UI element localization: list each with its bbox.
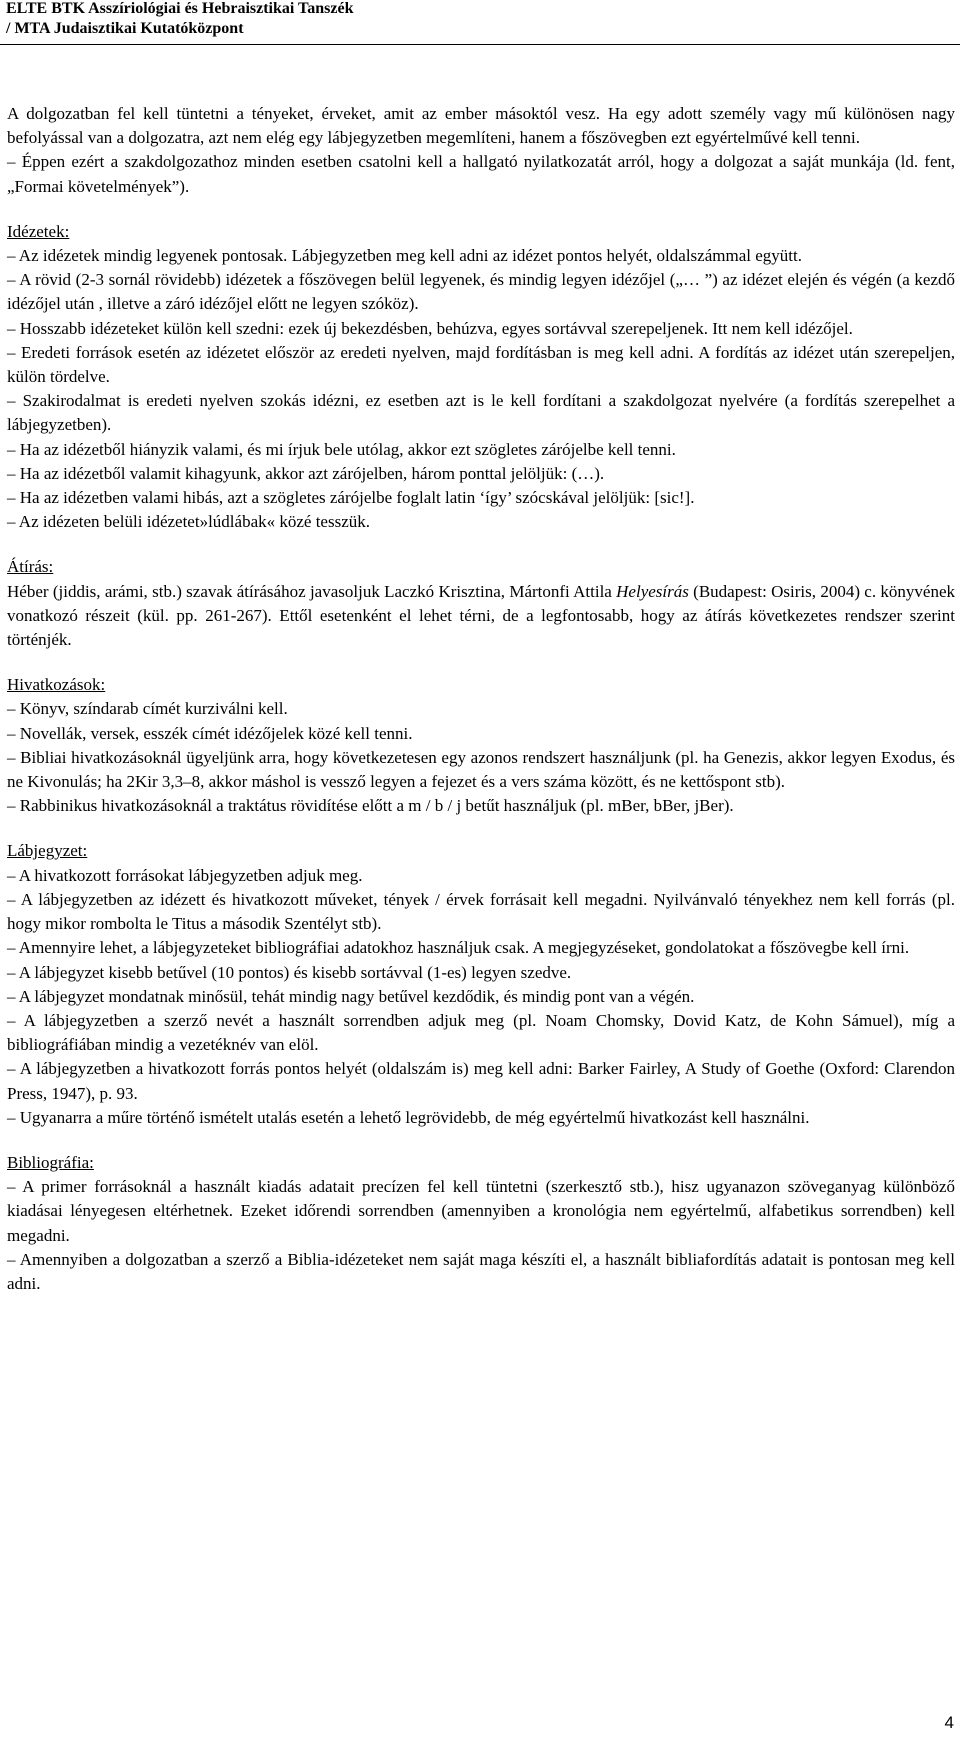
header-research-center-line: / MTA Judaisztikai Kutatóközpont	[6, 20, 244, 37]
footnotes-rule: – A lábjegyzet mondatnak minősül, tehát mindig nagy betűvel kezdődik, és mindig pont van a végén.	[7, 986, 695, 1006]
section-heading-transcription: Átírás:	[7, 557, 54, 577]
section-heading-quotes: Idézetek:	[7, 221, 70, 241]
section-heading-references: Hivatkozások:	[7, 675, 106, 695]
quotes-rule: – Szakirodalmat is eredeti nyelven szokás idézni, ez esetben azt is le kell fordítani a szakdolgozat nyelvére (a fordítás szerepelhet a lábjegyzetben).	[7, 391, 955, 435]
section-heading-bibliography: Bibliográfia:	[7, 1152, 94, 1172]
references-rule: – Bibliai hivatkozásoknál ügyeljünk arra, hogy következetesen egy azonos rendszert használjunk (pl. ha Genezis, akkor legyen Exodus, és ne Kivonulás; ha 2Kir 3,3–8, akkor máshol is vessző legyen a fejezet és a vers száma között, és ne kettőspont stb).	[7, 747, 955, 792]
quotes-rule: – Eredeti források esetén az idézetet először az eredeti nyelven, majd fordításban is meg kell adni. A fordítás az idézet után szerepeljen, külön tördelve.	[7, 342, 955, 387]
footnotes-rule: – A lábjegyzetben az idézett és hivatkozott műveket, tények / érvek forrásait kell megadni. Nyilvánvaló tényekhez nem kell forrás (pl. hogy mikor rombolta le Titus a második Szentélyt stb).	[7, 889, 955, 934]
footnotes-rule: – Ugyanarra a műre történő ismételt utalás esetén a lehető legrövidebb, de még egyértelmű hivatkozást kell használni.	[7, 1107, 810, 1127]
transcription-paragraph	[7, 580, 955, 653]
quotes-rule: – Az idézeten belüli idézetet»lúdlábak« közé tesszük.	[7, 512, 371, 532]
footnotes-rule: – A hivatkozott forrásokat lábjegyzetben adjuk meg.	[7, 865, 363, 885]
transcription-book-title: Helyesírás	[616, 581, 689, 601]
footnotes-rule: – A lábjegyzet kisebb betűvel (10 pontos) és kisebb sortávval (1-es) legyen szedve.	[7, 962, 572, 982]
footnotes-rule: – Amennyire lehet, a lábjegyzeteket bibliográfiai adatokhoz használjuk csak. A megjegyzéseket, gondolatokat a főszövegbe kell írni.	[7, 938, 910, 958]
bibliography-rule: – A primer forrásoknál a használt kiadás adatait precízen fel kell tüntetni (szerkesztő stb.), hisz ugyanazon szöveganyag különböző kiadásai lényegesen eltérhetnek. Ezeket időrendi sorrendben (amennyiben a kronológia nem egyértelmű, alfabetikus sorrendben) kell megadni.	[7, 1177, 955, 1245]
quotes-rule: – Hosszabb idézeteket külön kell szedni: ezek új bekezdésben, behúzva, egyes sortávval szerepeljenek. Itt nem kell idézőjel.	[7, 318, 853, 338]
bibliography-rule: – Amennyiben a dolgozatban a szerző a Biblia-idézeteket nem saját maga készíti el, a használt bibliafordítás adatait is pontosan meg kell adni.	[7, 1249, 955, 1293]
transcription-text-before: Héber (jiddis, arámi, stb.) szavak átírásához javasoljuk Laczkó Krisztina, Mártonfi Attila	[7, 581, 617, 601]
intro-declaration-paragraph: – Éppen ezért a szakdolgozathoz minden esetben csatolni kell a hallgató nyilatkozatát arról, hogy a dolgozat a saját munkája (ld. fent, „Formai követelmények”).	[7, 152, 955, 196]
footnotes-rule: – A lábjegyzetben a szerző nevét a használt sorrendben adjuk meg (pl. Noam Chomsky, Dovid Katz, de Kohn Sámuel), míg a bibliográfiában mindig a vezetéknév van elöl.	[7, 1010, 955, 1055]
header-divider	[0, 44, 960, 45]
quotes-rule: – A rövid (2-3 sornál rövidebb) idézetek a főszövegen belül legyenek, és mindig legyen idézőjel („… ”) az idézet elején és végén (a kezdő idézőjel után , illetve a záró idézőjel előtt ne legyen szóköz).	[7, 270, 955, 314]
quotes-rule: – Ha az idézetből hiányzik valami, és mi írjuk bele utólag, akkor ezt szögletes zárójelbe kell tenni.	[7, 439, 676, 459]
transcription-text-after: (Budapest: Osiris, 2004) c. könyvének vonatkozó részeit (kül. pp. 261-267). Ettől esetenként el lehet térni, de a legfontosabb, hogy az átírás következetes rendszer szerint történjék.	[7, 581, 955, 650]
references-rule: – Novellák, versek, esszék címét idézőjelek közé kell tenni.	[7, 723, 413, 743]
quotes-rule: – Ha az idézetben valami hibás, azt a szögletes zárójelbe foglalt latin ‘így’ szócskával jelöljük: [sic!].	[7, 488, 695, 508]
references-rule: – Könyv, színdarab címét kurziválni kell.	[7, 699, 288, 719]
document-body	[7, 102, 955, 1296]
quotes-rule: – Ha az idézetből valamit kihagyunk, akkor azt zárójelben, három ponttal jelöljük: (…).	[7, 463, 605, 483]
quotes-rule: – Az idézetek mindig legyenek pontosak. Lábjegyzetben meg kell adni az idézet pontos helyét, oldalszámmal együtt.	[7, 246, 802, 266]
footnotes-rule: – A lábjegyzetben a hivatkozott forrás pontos helyét (oldalszám is) meg kell adni: Barker Fairley, A Study of Goethe (Oxford: Clarendon Press, 1947), p. 93.	[7, 1059, 955, 1103]
intro-paragraph: A dolgozatban fel kell tüntetni a tényeket, érveket, amit az ember másoktól vesz. Ha egy adott személy vagy mű különösen nagy befolyással van a dolgozatra, azt nem elég egy lábjegyzetben megemlíteni, hanem a főszövegben ezt egyértelművé kell tenni.	[7, 104, 955, 148]
page-number: 4	[944, 1713, 954, 1732]
section-heading-footnotes: Lábjegyzet:	[7, 841, 88, 861]
header-institution-line: ELTE BTK Asszíriológiai és Hebraisztikai Tanszék	[6, 0, 354, 17]
references-rule: – Rabbinikus hivatkozásoknál a traktátus rövidítése előtt a m / b / j betűt használjuk (pl. mBer, bBer, jBer).	[7, 796, 734, 816]
